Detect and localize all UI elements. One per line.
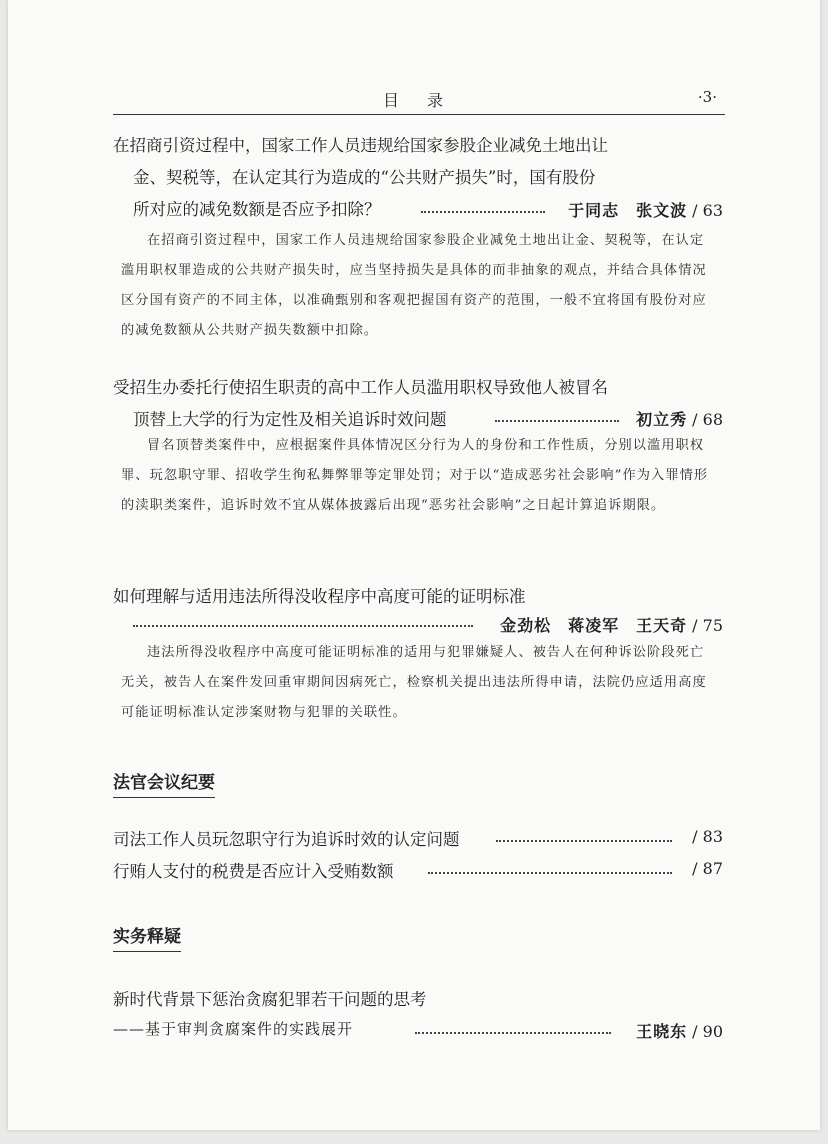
leader-dots [133,623,473,627]
page-header [113,86,725,115]
entry-authors: 初立秀 [636,410,688,429]
entry-title-line: 受招生办委托行使招生职责的高中工作人员滥用职权导致他人被冒名 [113,378,608,397]
entry-title: 行贿人支付的税费是否应计入受贿数额 [113,862,394,881]
document-page [8,0,820,1130]
toc-entry[interactable] [113,583,723,733]
toc-entry[interactable] [113,858,723,882]
entry-page-number: 63 [702,201,723,220]
entry-subtitle: ——基于审判贪腐案件的实践展开 [113,1020,354,1038]
entry-byline: 金劲松 蒋凌军 王天奇 / 75 [500,616,723,635]
entry-page-number: 68 [702,410,723,429]
entry-authors: 王晓东 [636,1022,688,1041]
entry-title-line: 金、契税等，在认定其行为造成的“公共财产损失”时，国有股份 [133,168,596,187]
entry-byline: 于同志 张文波 / 63 [568,201,723,220]
section-heading: 实务释疑 [113,922,181,952]
leader-dots [415,1030,611,1034]
entry-title: 司法工作人员玩忽职守行为追诉时效的认定问题 [113,830,460,849]
entry-abstract: 冒名顶替类案件中，应根据案件具体情况区分行为人的身份和工作性质，分别以滥用职权罪、玩忽职守罪、招收学生徇私舞弊罪等定罪处罚；对于以“造成恶劣社会影响”作为入罪情形的渎职类案件，追诉时效不宜从媒体披露后出现“恶劣社会影响”之日起计算追诉期限。 [121,438,709,513]
entry-title: 新时代背景下惩治贪腐犯罪若干问题的思考 [113,990,427,1009]
entry-abstract: 违法所得没收程序中高度可能证明标准的适用与犯罪嫌疑人、被告人在何种诉讼阶段死亡无关，被告人在案件发回重审期间因病死亡，检察机关提出违法所得申请，法院仍应适用高度可能证明标准认定涉案财物与犯罪的关联性。 [121,645,707,720]
entry-title-line: 在招商引资过程中，国家工作人员违规给国家参股企业减免土地出让 [113,136,608,155]
header-title: 目录 [383,91,472,110]
entry-title-line: 如何理解与适用违法所得没收程序中高度可能的证明标准 [113,587,526,606]
entry-page-number: 87 [702,859,723,878]
header-page-number: ·3· [697,88,717,106]
section-heading: 法官会议纪要 [113,768,215,798]
entry-page-number: 83 [702,827,723,846]
toc-entry[interactable] [113,132,723,352]
entry-authors: 于同志 张文波 [568,201,688,220]
leader-dots [496,838,672,842]
entry-title-line: 顶替上大学的行为定性及相关追诉时效问题 [133,410,447,429]
entry-authors: 金劲松 蒋凌军 王天奇 [500,616,688,635]
entry-title-line: 所对应的减免数额是否应予扣除？ [133,200,381,219]
toc-entry[interactable] [113,986,723,1042]
entry-byline: 初立秀 / 68 [636,410,723,429]
entry-byline: / 87 [692,859,723,878]
entry-byline: 王晓东 / 90 [636,1022,723,1041]
leader-dots [495,418,619,422]
leader-dots [421,209,545,213]
toc-entry[interactable] [113,374,723,544]
toc-entry[interactable] [113,826,723,850]
entry-page-number: 90 [702,1022,723,1041]
entry-abstract: 在招商引资过程中，国家工作人员违规给国家参股企业减免土地出让金、契税等，在认定滥用职权罪造成的公共财产损失时，应当坚持损失是具体的而非抽象的观点，并结合具体情况区分国有资产的不同主体，以准确甄别和客观把握国有资产的范围，一般不宜将国有股份对应的减免数额从公共财产损失数额中扣除。 [121,233,707,338]
leader-dots [428,870,672,874]
entry-byline: / 83 [692,827,723,846]
entry-page-number: 75 [702,616,723,635]
